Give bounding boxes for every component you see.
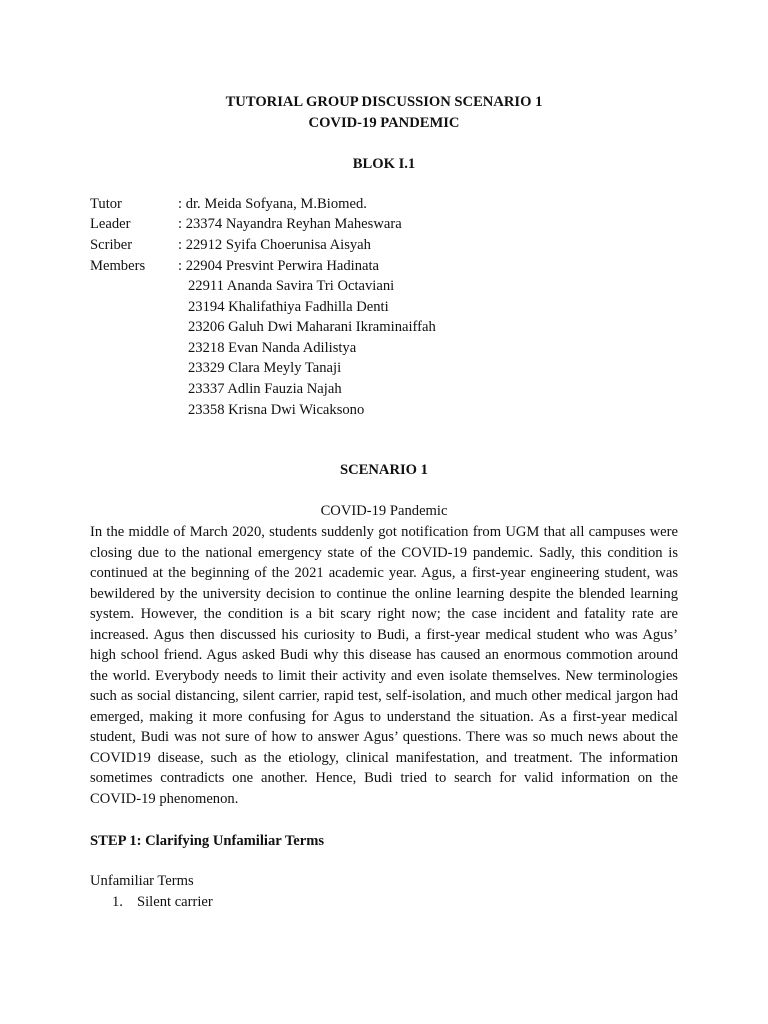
document-title-line1: TUTORIAL GROUP DISCUSSION SCENARIO 1 bbox=[225, 94, 543, 110]
member-item: 23329 Clara Meyly Tanaji bbox=[188, 360, 342, 376]
scenario-heading: SCENARIO 1 bbox=[340, 462, 428, 478]
scenario-body: In the middle of March 2020, students suddenly got notification from UGM that all campuses were closing due to the national emergency state of the COVID-19 pandemic. Sadly, this condition is continued at the beginning of the 2021 academic year. Agus, a first-year engineering student, was bewildered by the university decision to continue the online learning despite the blended learning system. However, the condition is a bit scary right now; the case incident and fatality rate are increased. Agus then discussed his curiosity to Budi, a first-year medical student who was Agus’ high school friend. Agus asked Budi why this disease has caused an enormous commotion around the world. Everybody needs to limit their activity and even isolate themselves. New terminologies such as social distancing, silent carrier, rapid test, self-isolation, and much other medical jargon had emerged, making it more confusing for Agus to understand the situation. As a first-year medical student, Budi was not sure of how to answer Agus’ questions. There was so much news about the COVID19 disease, such as the etiology, clinical manifestation, and treatment. The information sometimes contradicts one another. Hence, Budi tried to search for valid information on the COVID-19 phenomenon. bbox=[90, 524, 678, 807]
document-title-line2: COVID-19 PANDEMIC bbox=[308, 115, 460, 131]
leader-value: : 23374 Nayandra Reyhan Maheswara bbox=[178, 216, 402, 232]
member-item: 23337 Adlin Fauzia Najah bbox=[188, 381, 342, 397]
member-item: 23194 Khalifathiya Fadhilla Denti bbox=[188, 299, 389, 315]
members-first: : 22904 Presvint Perwira Hadinata bbox=[178, 258, 380, 274]
scriber-value: : 22912 Syifa Choerunisa Aisyah bbox=[178, 237, 371, 253]
list-item-number: 1. bbox=[112, 894, 123, 910]
tutor-label: Tutor bbox=[90, 196, 122, 212]
leader-label: Leader bbox=[90, 216, 131, 232]
list-item bbox=[0, 894, 768, 914]
member-item: 22911 Ananda Savira Tri Octaviani bbox=[188, 278, 395, 294]
member-item: 23358 Krisna Dwi Wicaksono bbox=[188, 402, 365, 418]
member-item: 23206 Galuh Dwi Maharani Ikraminaiffah bbox=[188, 319, 436, 335]
step1-heading: STEP 1: Clarifying Unfamiliar Terms bbox=[90, 833, 325, 849]
unfamiliar-terms-heading: Unfamiliar Terms bbox=[90, 873, 194, 889]
tutor-value: : dr. Meida Sofyana, M.Biomed. bbox=[178, 196, 367, 212]
list-item-text: Silent carrier bbox=[137, 894, 213, 910]
scenario-subtitle: COVID-19 Pandemic bbox=[320, 503, 448, 519]
scriber-label: Scriber bbox=[90, 237, 133, 253]
member-item: 23218 Evan Nanda Adilistya bbox=[188, 340, 357, 356]
blok-label: BLOK I.1 bbox=[352, 156, 416, 172]
members-label: Members bbox=[90, 258, 146, 274]
